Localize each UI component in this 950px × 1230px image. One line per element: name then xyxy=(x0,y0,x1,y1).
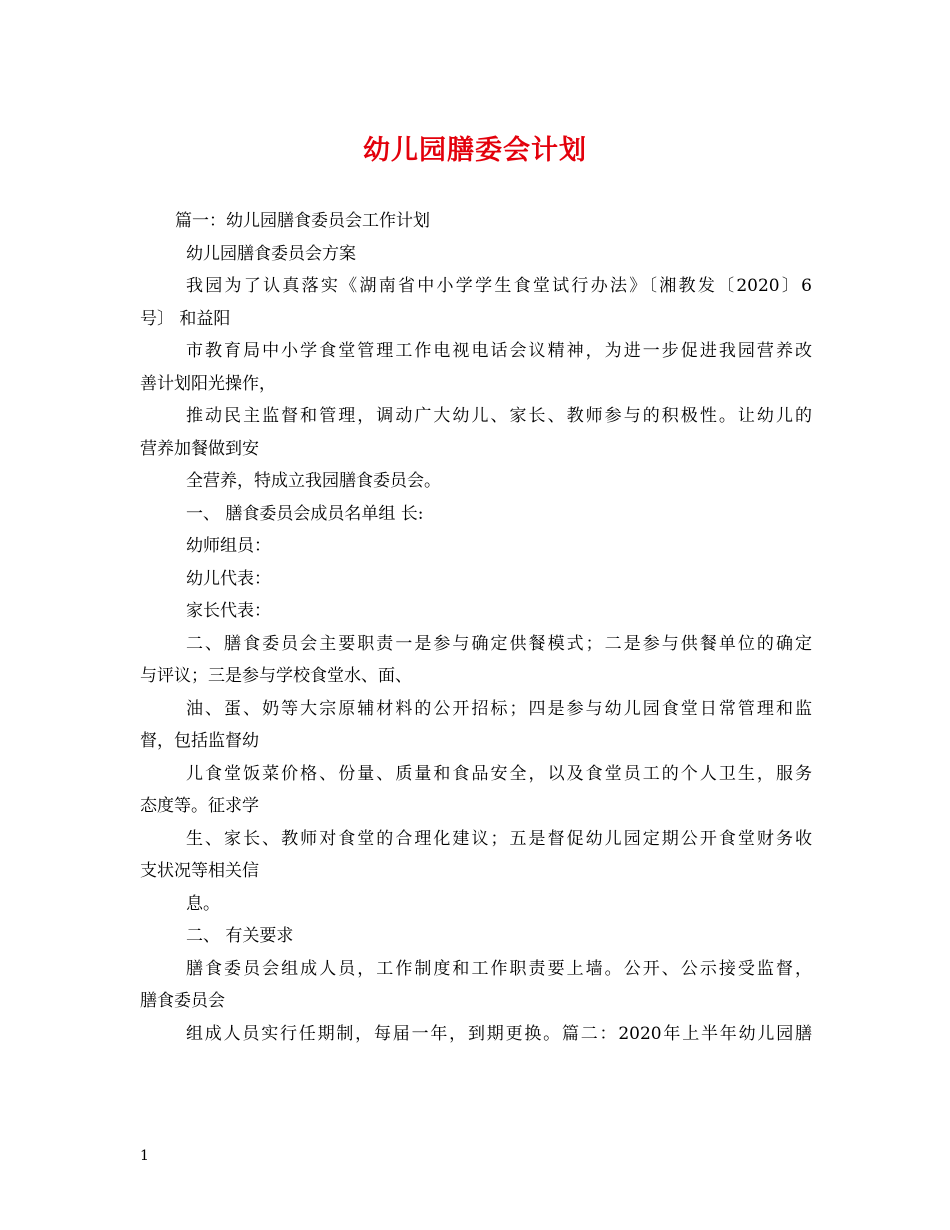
text-line: 我园为了认真落实《湖南省中小学学生食堂试行办法》〔湘教发〔2020〕6 xyxy=(186,276,812,296)
text-line: 油、蛋、奶等大宗原辅材料的公开招标；四是参与幼儿园食堂日常管理和监 xyxy=(186,698,812,719)
text-line: 善计划阳光操作， xyxy=(140,373,276,394)
text-line: 号〕 和益阳 xyxy=(140,308,231,329)
document-title: 幼儿园膳委会计划 xyxy=(363,135,587,166)
text-line: 儿食堂饭菜价格、份量、质量和食品安全，以及食堂员工的个人卫生，服务 xyxy=(186,763,812,784)
text-line: 一、 膳食委员会成员名单组 长: xyxy=(186,503,424,524)
text-line: 二、 有关要求 xyxy=(186,926,294,946)
text-line: 推动民主监督和管理，调动广大幼儿、家长、教师参与的积极性。让幼儿的 xyxy=(186,406,812,426)
text-line: 组成人员实行任期制，每届一年，到期更换。篇二：2020年上半年幼儿园膳 xyxy=(186,1023,812,1044)
text-line: 幼师组员： xyxy=(186,536,271,556)
page-number: 1 xyxy=(140,1148,149,1164)
text-line: 生、家长、教师对食堂的合理化建议；五是督促幼儿园定期公开食堂财务收 xyxy=(186,828,812,849)
text-line: 家长代表： xyxy=(186,601,271,621)
text-line: 与评议；三是参与学校食堂水、面、 xyxy=(140,666,412,686)
text-line: 膳食委员会 xyxy=(140,991,225,1011)
text-line: 幼儿园膳食委员会方案 xyxy=(186,243,356,264)
text-line: 幼儿代表： xyxy=(186,568,271,589)
text-line: 全营养，特成立我园膳食委员会。 xyxy=(186,471,441,491)
text-line: 态度等。征求学 xyxy=(140,796,259,816)
text-line: 市教育局中小学食堂管理工作电视电话会议精神，为进一步促进我园营养改 xyxy=(186,341,812,361)
document-body xyxy=(140,205,812,1050)
text-line: 支状况等相关信 xyxy=(140,861,259,881)
text-line: 督，包括监督幼 xyxy=(140,731,259,751)
text-line: 篇一：幼儿园膳食委员会工作计划 xyxy=(175,211,430,231)
text-line: 息。 xyxy=(186,893,220,914)
text-line: 二、膳食委员会主要职责一是参与确定供餐模式；二是参与供餐单位的确定 xyxy=(186,633,812,654)
text-line: 膳食委员会组成人员，工作制度和工作职责要上墙。公开、公示接受监督， xyxy=(186,958,812,979)
text-line: 营养加餐做到安 xyxy=(140,438,259,459)
